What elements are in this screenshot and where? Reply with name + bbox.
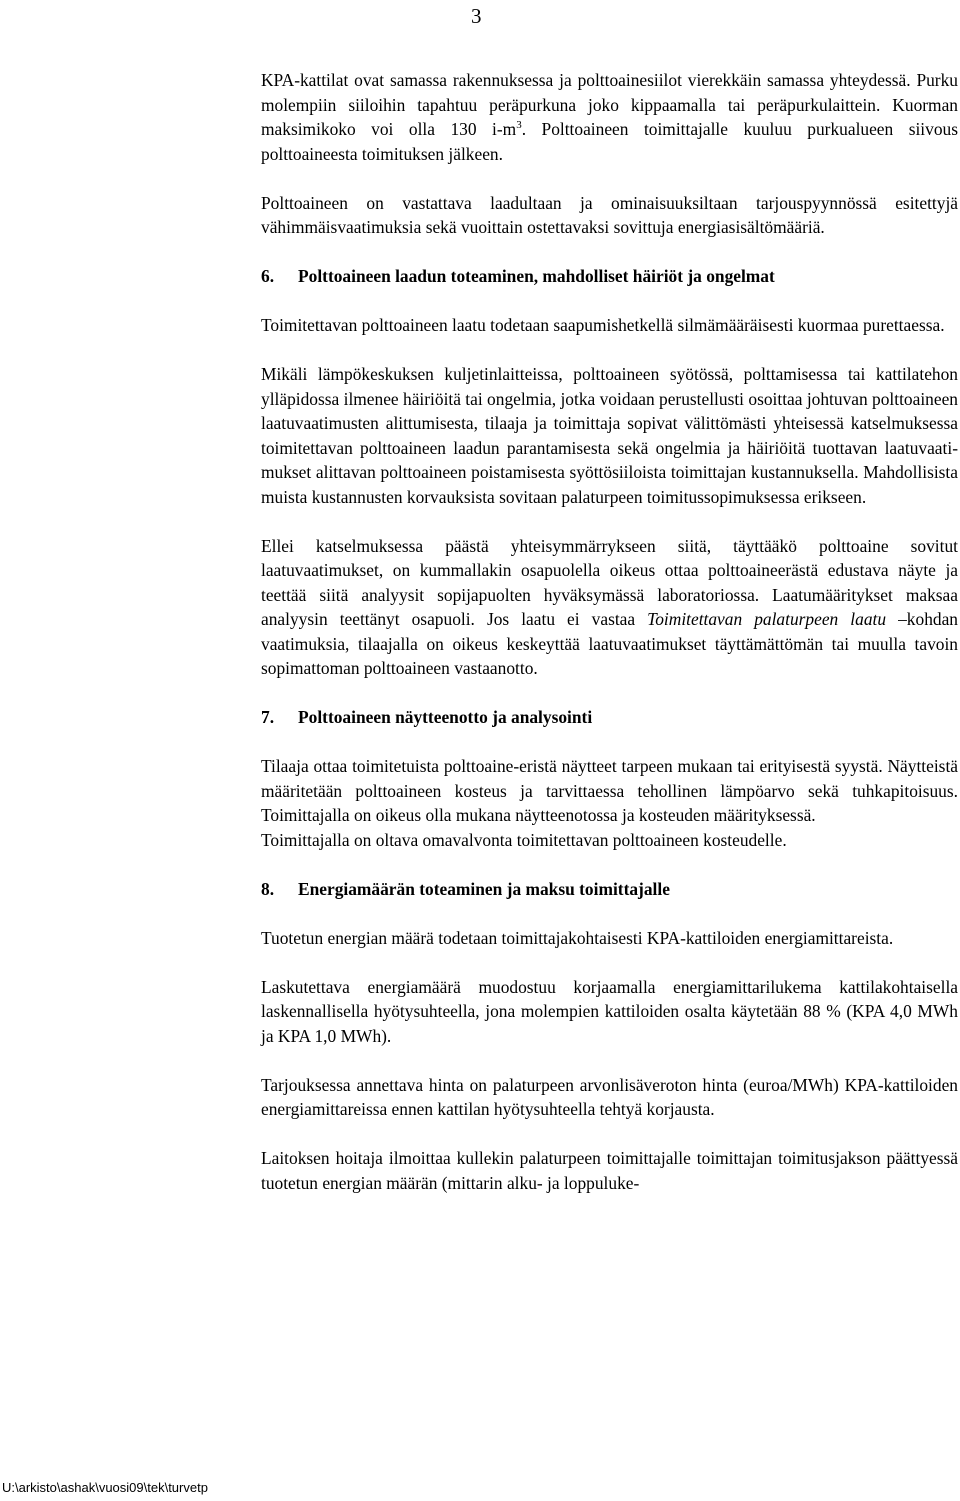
paragraph-fuel-requirements: Polttoaineen on vastattava laadultaan ja ominaisuuksiltaan tarjouspyynnössä esitettyjä vähimmäisvaatimuksia sekä vuoittain ostettavaksi sovittuja energiasisältömääriä. bbox=[261, 192, 958, 237]
paragraph-unloading-text-a: KPA-kattilat ovat samassa rakennuksessa ja polttoainesiilot vierekkäin samassa yhteydessä. Purku molempiin siiloihin tapahtuu peräpurkuna joko kippaamalla tai peräpurkulaittein. Kuorman maksimikoko voi olla 130 i-m bbox=[261, 70, 958, 139]
paragraph-unloading-text-b: . Polttoaineen toimittajalle kuuluu purkualueen siivous polttoaineesta toimituksen jälkeen. bbox=[261, 119, 958, 164]
document-body bbox=[261, 68, 958, 1195]
section-7-heading bbox=[261, 705, 958, 730]
paragraph-sampling: Tilaaja ottaa toimitetuista polttoaine-eristä näytteet tarpeen mukaan tai erityisestä syystä. Näytteistä määritetään polttoaineen kosteus ja tarvittaessa tehollinen lämpöarvo sekä tuhkapitoisuus. Toimittajalla on oikeus olla mukana näytteenotossa ja kosteuden määrityksessä. bbox=[261, 756, 958, 825]
section-8-heading bbox=[261, 877, 958, 902]
paragraph-quality-inspection: Toimitettavan polttoaineen laatu todetaan saapumishetkellä silmämääräisesti kuormaa purettaessa. bbox=[261, 315, 945, 335]
paragraph-unloading bbox=[261, 68, 958, 166]
paragraph-dispute-text-a: Ellei katselmuksessa päästä yhteisymmärrykseen siitä, täyttääkö polttoaine sovitut laatuvaatimukset, on kummallakin osapuolella oikeus ottaa polttoaineerästä edustava näyte ja teettää siitä analyysit sopijapuolten hyväksymässä laboratoriossa. Laatumääritykset maksaa analyysin teettänyt osapuoli. Jos laatu ei vastaa bbox=[261, 535, 958, 629]
paragraph-energy-metering: Tuotetun energian määrä todetaan toimittajakohtaisesti KPA-kattiloiden energiamittareista. bbox=[261, 927, 894, 948]
section-7-title: Polttoaineen näytteenotto ja analysointi bbox=[298, 707, 593, 727]
footer-file-path: U:\arkisto\ashak\vuosi09\tek\turvetp bbox=[2, 1480, 208, 1495]
paragraph-price-basis: Tarjouksessa annettava hinta on palaturpeen arvonlisäveroton hinta (euroa/MWh) KPA-kattiloiden energiamittareissa ennen kattilan hyötysuhteella tehtyä korjausta. bbox=[261, 1074, 958, 1119]
paragraph-disturbances: Mikäli lämpökeskuksen kuljetinlaitteissa, polttoaineen syötössä, polttamisessa tai kattilatehon ylläpidossa ilmenee häiriöitä tai ongelmia, jotka voidaan perustellusti osoittaa johtuvan polttoaineen laatuvaatimusten alittumisesta, tilaaja ja toimittaja sopivat välittömästi yhteisessä katselmuksessa toimitettavan polttoaineen laadun parantamisesta sekä ongelmia ja häiriöitä tuottavan laatuvaatimukset alittavan polttoaineen poistamisesta syöttösiiloista toimittajan kustannuksella. Mahdollisista muista kustannusten korvauksista sovitaan palaturpeen toimitussopimuksessa erikseen. bbox=[261, 364, 958, 507]
paragraph-billed-energy: Laskutettava energiamäärä muodostuu korjaamalla energiamittarilukema kattilakohtaisella laskennallisella hyötysuhteella, jona molempien kattiloiden osalta käytetään 88 % (KPA 4,0 MWh ja KPA 1,0 MWh). bbox=[261, 976, 958, 1046]
section-6-number: 6. bbox=[261, 266, 275, 286]
superscript-3: 3 bbox=[516, 119, 522, 132]
section-8-number: 8. bbox=[261, 878, 275, 899]
paragraph-dispute-analysis bbox=[261, 534, 958, 681]
page-number: 3 bbox=[471, 4, 482, 28]
quality-section-reference: Toimitettavan palaturpeen laatu bbox=[647, 609, 887, 629]
section-7-number: 7. bbox=[261, 707, 275, 727]
section-6-title: Polttoaineen laadun toteaminen, mahdolliset häiriöt ja ongelmat bbox=[298, 266, 775, 286]
section-8-title: Energiamäärän toteaminen ja maksu toimittajalle bbox=[298, 878, 670, 899]
paragraph-dispute-text-b: –kohdan vaatimuksia, tilaajalla on oikeus keskeyttää laatuvaatimukset täyttämättömän tai muulla tavoin sopimattoman polttoaineen vastaanotto. bbox=[261, 609, 958, 678]
paragraph-self-monitoring: Toimittajalla on oltava omavalvonta toimitettavan polttoaineen kosteudelle. bbox=[261, 829, 787, 850]
section-6-heading bbox=[261, 264, 958, 289]
paragraph-operator-report: Laitoksen hoitaja ilmoittaa kullekin palaturpeen toimittajalle toimittajan toimitusjakson päättyessä tuotetun energian määrän (mittarin alku- ja loppuluke- bbox=[261, 1148, 958, 1193]
